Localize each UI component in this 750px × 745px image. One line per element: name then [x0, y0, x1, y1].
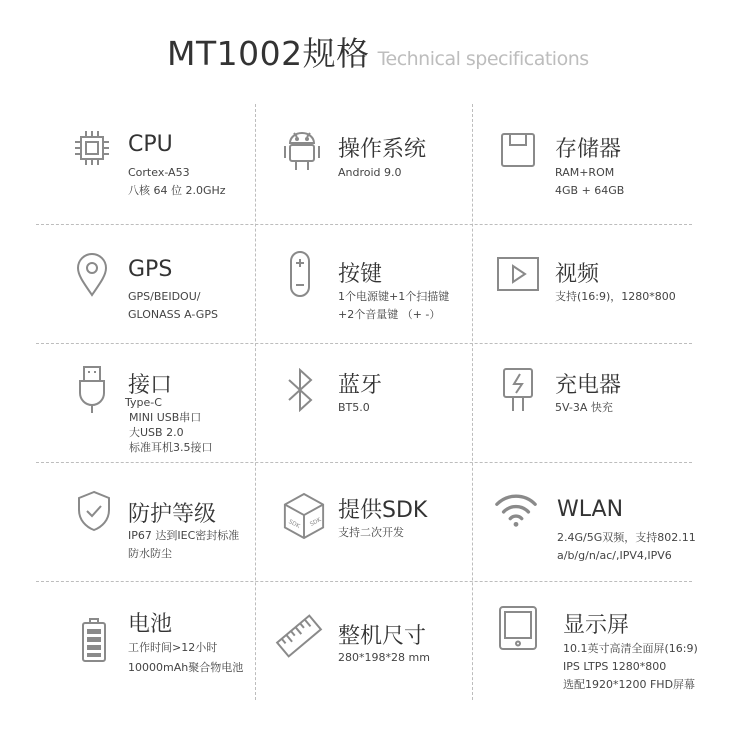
spec-label: CPU	[128, 132, 173, 157]
spec-details	[555, 399, 613, 417]
tablet-icon	[496, 602, 540, 654]
spec-details	[555, 288, 676, 306]
page-title: MT1002规格	[167, 34, 370, 73]
spec-label: GPS	[128, 257, 173, 282]
spec-details	[555, 164, 624, 200]
spec-detail-line: IP67 达到IEC密封标准	[128, 529, 240, 542]
grid-divider-vertical	[255, 104, 256, 700]
svg-text:SDK: SDK	[287, 519, 301, 530]
ruler-icon	[272, 610, 326, 662]
spec-detail-line: 10.1英寸高清全面屏(16:9)	[563, 642, 698, 655]
spec-detail-line: Type-C	[125, 396, 162, 409]
spec-detail-line: 10000mAh聚合物电池	[128, 661, 244, 674]
spec-details	[338, 399, 370, 417]
grid-divider-horizontal	[36, 224, 692, 225]
spec-details	[128, 288, 218, 324]
spec-detail-line: 280*198*28 mm	[338, 651, 430, 664]
spec-details	[563, 640, 698, 694]
spec-detail-line: 八核 64 位 2.0GHz	[128, 184, 226, 197]
gps-pin-icon	[70, 248, 114, 300]
spec-detail-line: 大USB 2.0	[129, 426, 184, 439]
grid-divider-horizontal	[36, 343, 692, 344]
spec-detail-line: GLONASS A-GPS	[128, 308, 218, 321]
spec-details	[338, 288, 449, 324]
spec-label: 按键	[338, 262, 383, 287]
sdk-box-icon	[282, 490, 326, 542]
spec-detail-line: Cortex-A53	[128, 166, 190, 179]
spec-detail-line: GPS/BEIDOU/	[128, 290, 201, 303]
spec-details	[128, 164, 226, 200]
spec-details	[128, 527, 239, 563]
video-play-icon	[496, 248, 540, 300]
spec-details	[128, 638, 243, 678]
spec-label: 充电器	[555, 373, 622, 398]
spec-detail-line: a/b/g/n/ac/,IPV4,IPV6	[557, 549, 672, 562]
spec-detail-line: 支持二次开发	[338, 526, 404, 539]
spec-label: 显示屏	[563, 613, 630, 638]
android-icon	[280, 124, 324, 176]
spec-label: 防护等级	[128, 502, 217, 527]
spec-detail-line: Android 9.0	[338, 166, 402, 179]
spec-detail-line: MINI USB串口	[129, 411, 202, 424]
spec-label: 电池	[128, 612, 173, 637]
spec-label: 接口	[128, 373, 173, 398]
spec-detail-line: 2.4G/5G双频，支持802.11	[557, 531, 696, 544]
spec-label: 提供SDK	[338, 498, 428, 523]
spec-label: 整机尺寸	[338, 624, 427, 649]
usb-plug-icon	[70, 364, 114, 416]
spec-detail-line: 支持(16:9)，1280*800	[555, 290, 676, 303]
spec-detail-line: 防水防尘	[128, 547, 172, 560]
page-header	[167, 28, 589, 78]
spec-detail-line: IPS LTPS 1280*800	[563, 660, 667, 673]
storage-icon	[496, 124, 540, 176]
spec-details	[338, 649, 430, 667]
bluetooth-icon	[278, 364, 322, 416]
spec-detail-line: BT5.0	[338, 401, 370, 414]
spec-detail-line: 5V-3A 快充	[555, 401, 613, 414]
keys-icon	[278, 248, 322, 300]
battery-icon	[72, 614, 116, 666]
spec-label: 操作系统	[338, 137, 427, 162]
spec-detail-line: 4GB + 64GB	[555, 184, 625, 197]
spec-detail-line: RAM+ROM	[555, 166, 615, 179]
spec-detail-line: 1个电源键+1个扫描键	[338, 290, 450, 303]
spec-details	[338, 524, 404, 542]
svg-text:SDK: SDK	[309, 517, 323, 528]
spec-detail-line: +2个音量键 （+ -）	[338, 308, 441, 321]
grid-divider-horizontal	[36, 462, 692, 463]
spec-label: WLAN	[557, 497, 624, 522]
page-subtitle: Technical specifications	[377, 48, 589, 70]
spec-label: 视频	[555, 262, 600, 287]
grid-divider-vertical	[472, 104, 473, 700]
cpu-icon	[70, 122, 114, 174]
wifi-icon	[494, 484, 538, 536]
spec-label: 蓝牙	[338, 373, 383, 398]
spec-details	[125, 395, 213, 455]
spec-detail-line: 标准耳机3.5接口	[129, 441, 213, 454]
spec-detail-line: 工作时间>12小时	[128, 641, 218, 654]
shield-check-icon	[72, 485, 116, 537]
charger-icon	[496, 364, 540, 416]
spec-details	[338, 164, 402, 182]
spec-label: 存储器	[555, 137, 622, 162]
spec-details	[557, 529, 696, 565]
grid-divider-horizontal	[36, 581, 692, 582]
spec-detail-line: 选配1920*1200 FHD屏幕	[563, 678, 696, 691]
